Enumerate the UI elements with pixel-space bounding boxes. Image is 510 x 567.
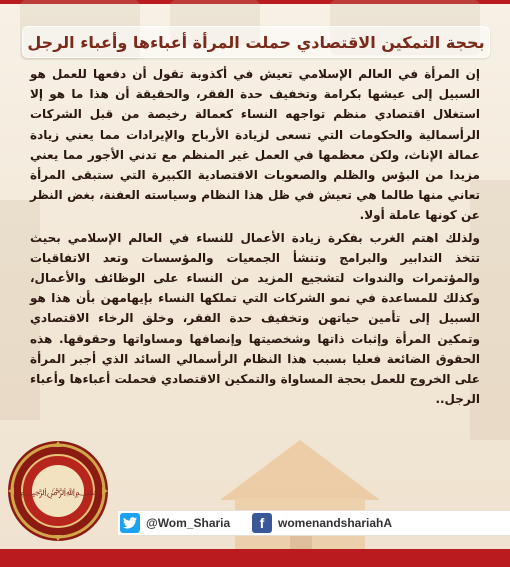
social-bar (118, 510, 510, 536)
title-bar (22, 26, 490, 58)
twitter-icon (120, 513, 140, 533)
paragraph-2: ولذلك اهتم الغرب بفكرة زيادة الأعمال للنساء في العالم الإسلامي بحيث تتخذ التدابير والبرامج وتنشأ الجمعيات والمؤسسات وتعد الاتفاقيات والمؤتمرات والندوات لتشجيع المزيد من النساء على الوظائف والأعمال، وكذلك للمساعدة في نمو الشركات التي تملكها النساء بإيهامهن بأن هذا هو السبيل إلى تأمين حياتهن وتخفيف حدة الفقر، وخلق الرخاء الاقتصادي وتمكين المرأة وإثبات ذاتها وشخصيتها وإنصافها ومساواتها وحقوقها. هذه الحقوق الضائعة فعليا بسبب هذا النظام الرأسمالي السائد الذي أجبر المرأة على الخروج للعمل بحجة المساواة والتمكين الاقتصادي فحملت أعباءها وأعباء الرجل.. (30, 230, 480, 407)
emblem-seal-icon (4, 432, 112, 550)
facebook-link[interactable] (252, 513, 392, 533)
page-title: بحجة التمكين الاقتصادي حملت المرأة أعباءها وأعباء الرجل (27, 32, 485, 52)
paragraph-1: إن المرأة في العالم الإسلامي تعيش في أكذوبة تقول أن دفعها للعمل هو السبيل إلى عيشها بكرامة وتخفيف حدة الفقر، والحقيقة أن هذا ما هو إلا استغلال اقتصادي منظم تواجهه النساء كعمالة رخيصة من قبل الشركات الرأسمالية والحكومات التي تسعى لزيادة الأرباح والإيرادات مما يعني زيادة عمالة الإناث، ولكن معظمها في العمل غير المنظم مع تدني الأجور مما يعني مزيدا من البؤس والظلم والصعوبات الاقتصادية الكبيرة التي ستبقى المرأة تعاني منها طالما هي تعيش في ظل هذا النظام وسياسته العفنة، بغض النظر عن كونها عاملة أولا. (30, 67, 480, 223)
bottom-accent-strip (0, 549, 510, 567)
twitter-link[interactable] (120, 513, 230, 533)
twitter-handle: @Wom_Sharia (146, 516, 231, 530)
facebook-icon: f (252, 513, 272, 533)
emblem-logo (4, 432, 112, 550)
facebook-handle: womenandshariahA (278, 516, 393, 530)
article-body (30, 64, 480, 411)
top-accent-strip (0, 0, 510, 4)
svg-text:﷽: ﷽ (19, 487, 97, 498)
